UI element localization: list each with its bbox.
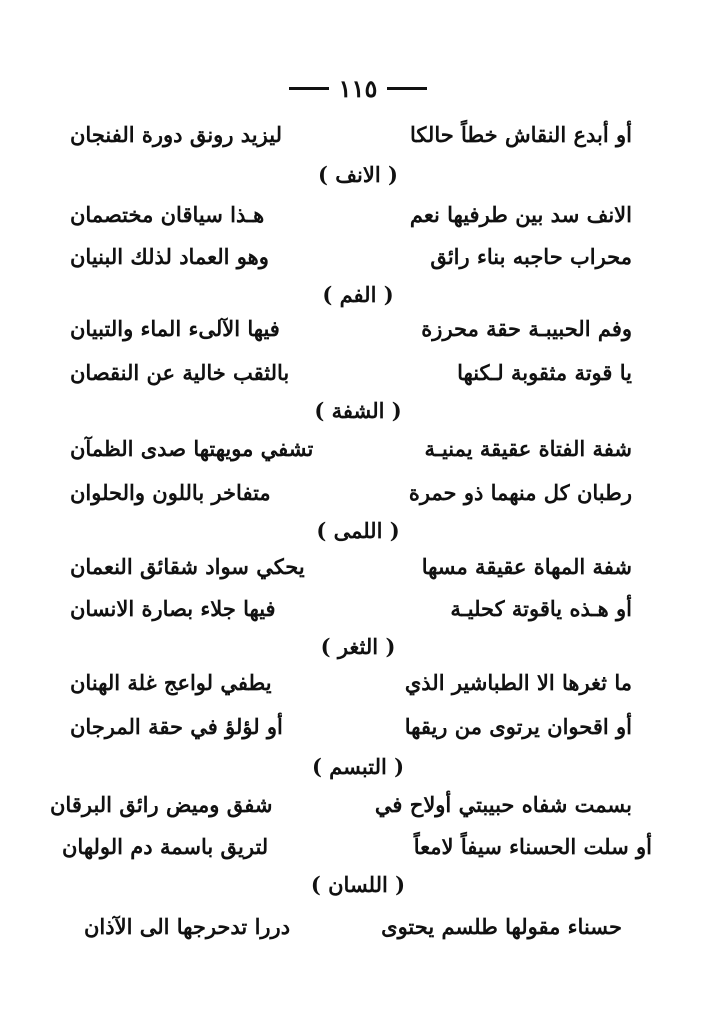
section-heading: ( التبسم )	[311, 754, 405, 779]
section-heading: ( الفم )	[322, 282, 394, 307]
verse-first-hemistich: الانف سد بين طرفيها نعم	[409, 202, 632, 227]
verse-line	[62, 836, 652, 857]
verse-line	[70, 598, 632, 619]
verse-first-hemistich: حسناء مقولها طلسم يحتوى	[381, 914, 622, 939]
verse-line	[70, 716, 632, 737]
verse-first-hemistich: شفة المهاة عقيقة مسها	[421, 554, 632, 579]
verse-first-hemistich: رطبان كل منهما ذو حمرة	[408, 480, 632, 505]
verse-first-hemistich: ما ثغرها الا الطباشير الذي	[404, 670, 632, 695]
section-heading: ( الانف )	[318, 162, 398, 187]
left-dash	[289, 87, 329, 90]
verse-second-hemistich: فيها جلاء بصارة الانسان	[70, 596, 276, 621]
verse-line	[70, 204, 632, 225]
right-dash	[387, 87, 427, 90]
section-heading: ( اللسان )	[310, 872, 406, 897]
verse-line	[50, 794, 632, 815]
verse-second-hemistich: فيها الآلىء الماء والتبيان	[70, 316, 280, 341]
section-heading: ( الشفة )	[314, 398, 402, 423]
page-number	[0, 72, 716, 103]
verse-second-hemistich: بالثقب خالية عن النقصان	[70, 360, 290, 385]
verse-second-hemistich: ليزيد رونق دورة الفنجان	[70, 122, 282, 147]
verse-line	[70, 556, 632, 577]
section-heading: ( الثغر )	[320, 634, 396, 659]
verse-line	[84, 916, 622, 937]
verse-second-hemistich: لتريق باسمة دم الولهان	[62, 834, 269, 859]
verse-second-hemistich: شفق وميض رائق البرقان	[50, 792, 273, 817]
verse-line	[70, 124, 632, 145]
verse-second-hemistich: دررا تدحرجها الى الآذان	[84, 914, 291, 939]
verse-line	[70, 362, 632, 383]
verse-second-hemistich: يطفي لواعج غلة الهنان	[70, 670, 272, 695]
section-heading: ( اللمى )	[316, 518, 400, 543]
verse-line	[70, 672, 632, 693]
verse-second-hemistich: وهو العماد لذلك البنيان	[70, 244, 269, 269]
verse-line	[70, 246, 632, 267]
verse-first-hemistich: شفة الفتاة عقيقة يمنيـة	[424, 436, 632, 461]
verse-first-hemistich: أو اقحوان يرتوى من ريقها	[404, 714, 632, 739]
verse-first-hemistich: محراب حاجبه بناء رائق	[430, 244, 632, 269]
verse-second-hemistich: يحكي سواد شقائق النعمان	[70, 554, 305, 579]
verse-line	[70, 318, 632, 339]
verse-first-hemistich: أو سلت الحسناء سيفاً لامعاً	[413, 834, 652, 859]
verse-line	[70, 482, 632, 503]
verse-second-hemistich: متفاخر باللون والحلوان	[70, 480, 271, 505]
verse-first-hemistich: وفم الحبيبـة حقة محرزة	[421, 316, 632, 341]
verse-line	[70, 438, 632, 459]
verse-second-hemistich: أو لؤلؤ في حقة المرجان	[70, 714, 283, 739]
page-number-text: ١١٥	[338, 74, 378, 103]
verse-second-hemistich: هـذا سياقان مختصمان	[70, 202, 265, 227]
verse-first-hemistich: يا قوتة مثقوبة لـكنها	[457, 360, 632, 385]
verse-first-hemistich: أو أبدع النقاش خطاً حالكا	[409, 122, 632, 147]
verse-first-hemistich: بسمت شفاه حبيبتي أولاح في	[374, 792, 632, 817]
verse-first-hemistich: أو هـذه ياقوتة كحليـة	[450, 596, 632, 621]
verse-second-hemistich: تشفي مويهتها صدى الظمآن	[70, 436, 314, 461]
